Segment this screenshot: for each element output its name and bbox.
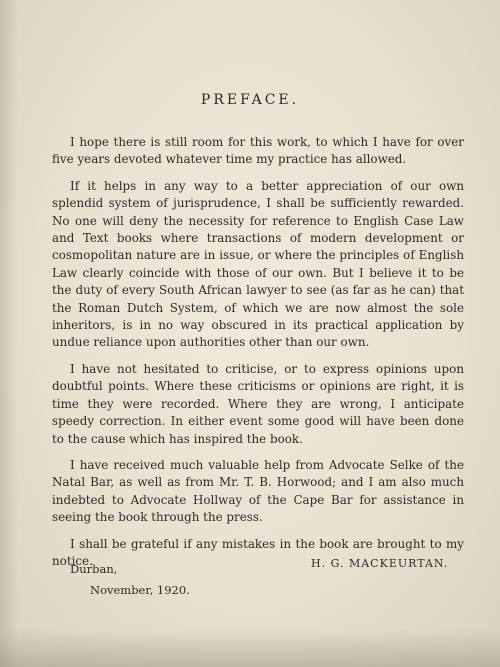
preface-body — [52, 134, 464, 579]
paragraph-5: I shall be grateful if any mistakes in the book are brought to my notice. — [52, 536, 464, 568]
author-signature: H. G. MACKEURTAN. — [311, 557, 449, 570]
paragraph-2: If it helps in any way to a better appreciation of our own splendid system of jurisprudence, I shall be sufficiently rewarded. No one will deny the necessity for reference to English Case Law and Text books where transactions of modern development or cosmopolitan nature are in issue, or where the principles of English Law clearly coincide with those of our own. But I believe it to be the duty of every South African lawyer to see (as far as he can) that the Roman Dutch System, of which we are now almost the sole inheritors, is in no way obscured in its practical application by undue reliance upon authorities other than our own. — [52, 178, 464, 350]
page-title: PREFACE. — [200, 92, 300, 108]
paragraph-4: I have received much valuable help from Advocate Selke of the Natal Bar, as well as from Mr. T. B. Horwood; and I am also much indebted to Advocate Hollway of the Cape Bar for assistance in seeing the book through the press. — [52, 457, 464, 525]
paragraph-3: I have not hesitated to criticise, or to express opinions upon doubtful points. Where these criticisms or opinions are right, it is time they were recorded. Where they are wrong, I anticipate speedy correction. In either event some good will have been done to the cause which has inspired the book. — [52, 361, 464, 446]
page-bottom-shadow — [0, 629, 500, 667]
paragraph-1: I hope there is still room for this work, to which I have for over five years devoted whatever time my practice has allowed. — [52, 135, 464, 167]
place-line: Durban, — [70, 562, 118, 576]
date-line: November, 1920. — [90, 583, 190, 597]
